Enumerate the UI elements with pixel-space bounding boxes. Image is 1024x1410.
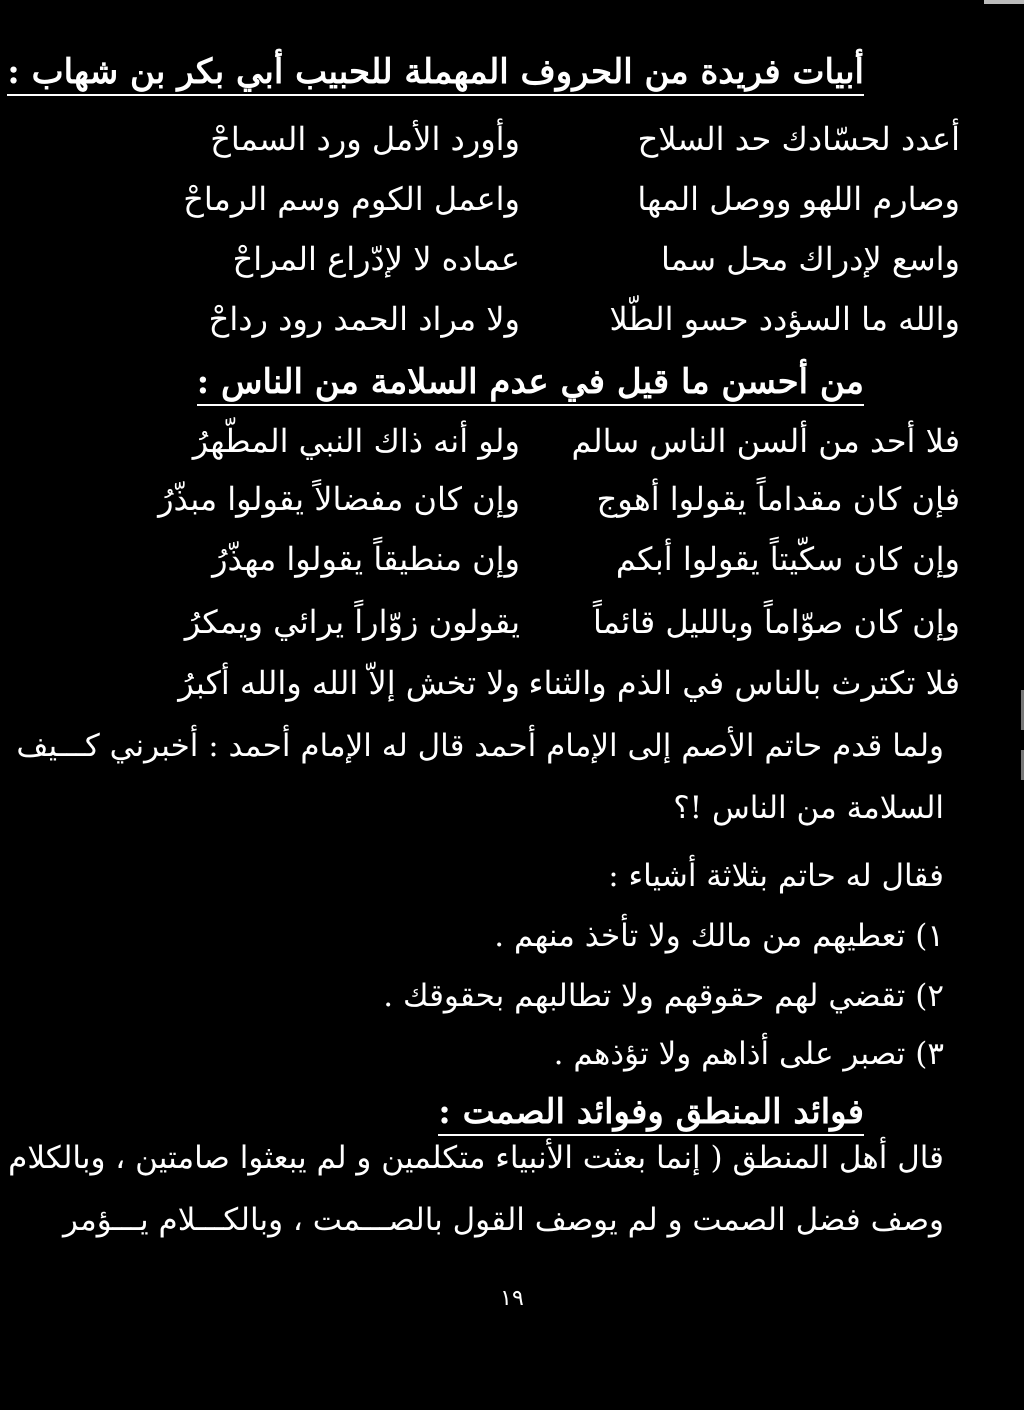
- verse-first-hemistich: أعدد لحسّادك حد السلاح: [637, 120, 960, 158]
- scan-edge-mark: [984, 0, 1024, 4]
- verse-first-hemistich: والله ما السؤدد حسو الطّلا: [609, 300, 960, 338]
- verse-first-hemistich: وإن كان صوّاماً وبالليل قائماً: [592, 603, 960, 641]
- verse-second-hemistich: عماده لا لإدّراع المراحْ: [232, 240, 520, 278]
- verse-first-hemistich: فإن كان مقداماً يقولوا أهوج: [596, 480, 960, 518]
- verse-first-hemistich: فلا أحد من ألسن الناس سالم: [571, 422, 960, 460]
- list-item: ١) تعطيهم من مالك ولا تأخذ منهم .: [494, 918, 944, 954]
- section-heading-text: من أحسن ما قيل في عدم السلامة من الناس :: [197, 362, 864, 406]
- verse-line: [60, 540, 960, 590]
- verse-line: [60, 603, 960, 653]
- verse-line: [60, 664, 960, 714]
- verse-second-hemistich: وإن كان مفضالاً يقولوا مبذّرُ: [158, 480, 520, 518]
- list-item: ٣) تصبر على أذاهم ولا تؤذهم .: [553, 1036, 944, 1072]
- section-heading-text: فوائد المنطق وفوائد الصمت :: [438, 1092, 864, 1136]
- verse-line: [60, 180, 960, 230]
- prose-line: قال أهل المنطق ( إنما بعثت الأنبياء متكلمين و لم يبعثوا صامتين ، وبالكلام: [8, 1140, 944, 1176]
- verse-line: [60, 300, 960, 350]
- page-number: ١٩: [500, 1286, 524, 1311]
- prose-line: وصف فضل الصمت و لم يوصف القول بالصـــمت ، وبالكـــلام يـــؤمر: [63, 1202, 944, 1238]
- section-heading-text: أبيات فريدة من الحروف المهملة للحبيب أبي بكر بن شهاب :: [7, 52, 864, 96]
- list-item: ٢) تقضي لهم حقوقهم ولا تطالبهم بحقوقك .: [383, 978, 944, 1014]
- verse-second-hemistich: واعمل الكوم وسم الرماحْ: [183, 180, 520, 218]
- verse-line: [60, 120, 960, 170]
- verse-second-hemistich: وإن منطيقاً يقولوا مهذّرُ: [212, 540, 520, 578]
- verse-second-hemistich: يقولون زوّاراً يرائي ويمكرُ: [184, 603, 520, 641]
- section-heading: [164, 1092, 864, 1136]
- prose-line: ولما قدم حاتم الأصم إلى الإمام أحمد قال له الإمام أحمد : أخبرني كـــيف: [16, 728, 944, 764]
- verse-first-hemistich: وإن كان سكّيتاً يقولوا أبكم: [615, 540, 960, 578]
- verse-first-hemistich: واسع لإدراك محل سما: [660, 240, 960, 278]
- prose-line: السلامة من الناس !؟: [673, 790, 944, 826]
- verse-first-hemistich: فلا تكترث بالناس في الذم والثناء: [528, 664, 960, 702]
- verse-line: [60, 422, 960, 472]
- verse-line: [60, 480, 960, 530]
- verse-second-hemistich: ولا تخش إلاّ الله والله أكبرُ: [178, 664, 520, 702]
- verse-second-hemistich: وأورد الأمل ورد السماحْ: [210, 120, 520, 158]
- prose-line: فقال له حاتم بثلاثة أشياء :: [608, 858, 944, 894]
- verse-second-hemistich: ولو أنه ذاك النبي المطّهرُ: [192, 422, 520, 460]
- verse-second-hemistich: ولا مراد الحمد رود رداحْ: [208, 300, 520, 338]
- verse-line: [60, 240, 960, 290]
- section-heading: [164, 362, 864, 406]
- verse-first-hemistich: وصارم اللهو ووصل المها: [637, 180, 960, 218]
- section-heading: [7, 52, 864, 96]
